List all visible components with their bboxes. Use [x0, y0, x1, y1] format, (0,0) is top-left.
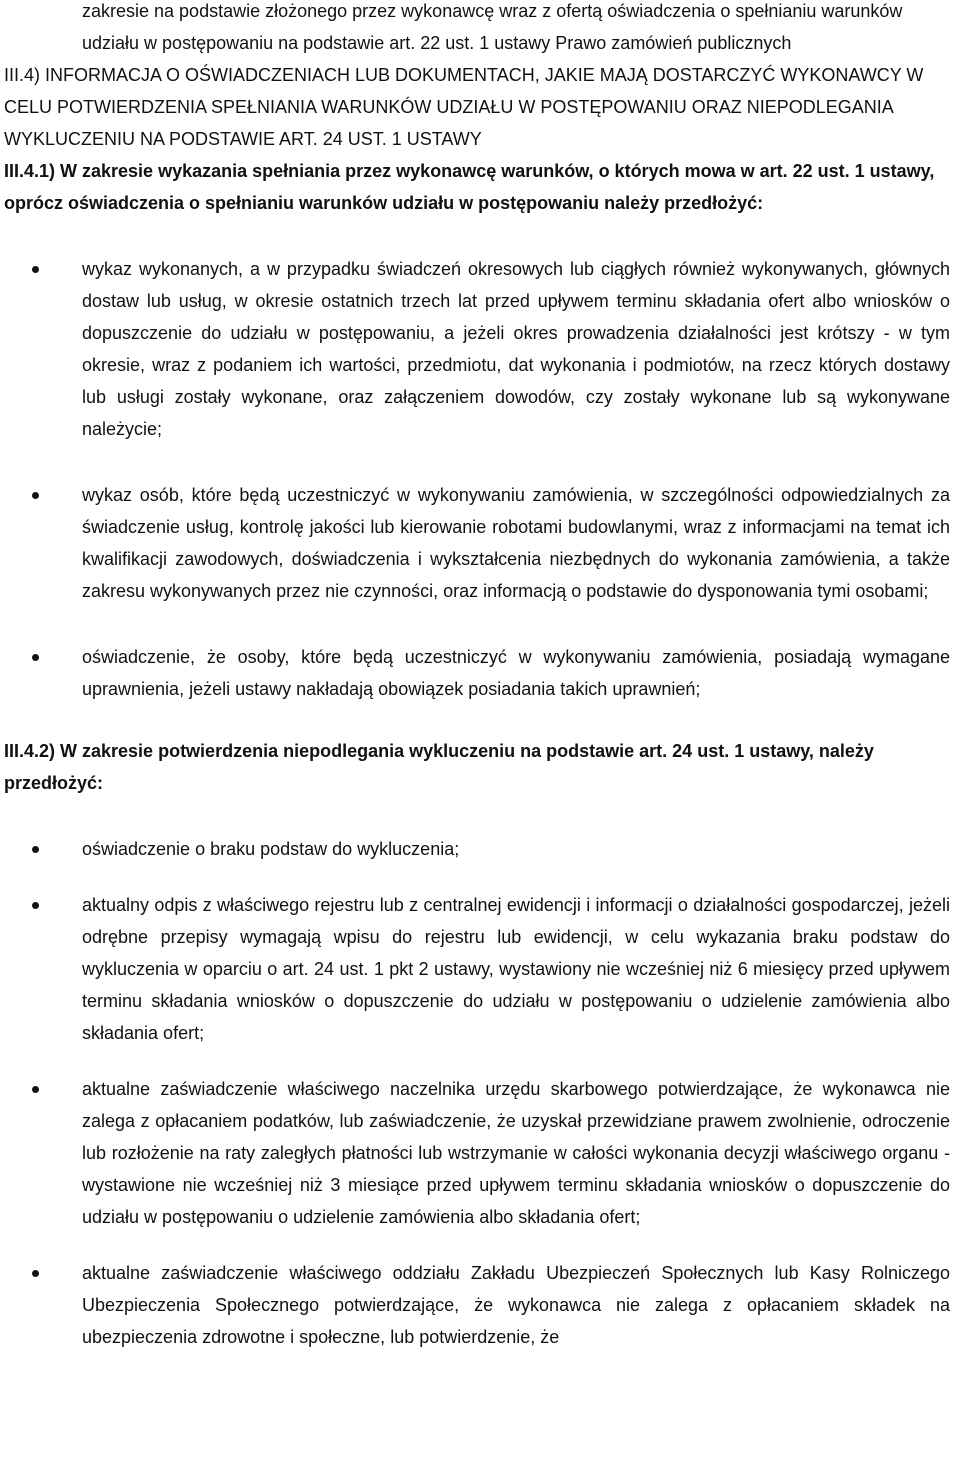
section-heading: III.4) INFORMACJA O OŚWIADCZENIACH LUB DOKUMENTACH, JAKIE MAJĄ DOSTARCZYĆ WYKONAWCY W CELU POTWIERDZENIA SPEŁNIANIA WARUNKÓW UDZIAŁU W POSTĘPOWANIU ORAZ NIEPODLEGANIA WYKLUCZENIU NA PODSTAWIE ART. 24 UST. 1 USTAWY [4, 65, 924, 149]
requirements-list-2 [0, 833, 960, 1353]
subsection-heading-1: III.4.1) W zakresie wykazania spełniania przez wykonawcę warunków, o których mowa w art. 22 ust. 1 ustawy, oprócz oświadczenia o spełnianiu warunków udziału w postępowaniu należy przedłożyć: [4, 161, 935, 213]
requirements-list-1 [0, 253, 960, 705]
list-item: aktualne zaświadczenie właściwego oddziału Zakładu Ubezpieczeń Społecznych lub Kasy Rolniczego Ubezpieczenia Społecznego potwierdzające, że wykonawca nie zalega z opłacaniem składek na ubezpieczenia zdrowotne i społeczne, lub potwierdzenie, że [82, 1257, 950, 1353]
subsection-heading-2: III.4.2) W zakresie potwierdzenia niepodlegania wykluczeniu na podstawie art. 24 ust. 1 ustawy, należy przedłożyć: [4, 741, 874, 793]
list-item: wykaz wykonanych, a w przypadku świadczeń okresowych lub ciągłych również wykonywanych, głównych dostaw lub usług, w okresie ostatnich trzech lat przed upływem terminu składania ofert albo wniosków o dopuszczenie do udziału w postępowaniu, a jeżeli okres prowadzenia działalności jest krótszy - w tym okresie, wraz z podaniem ich wartości, przedmiotu, dat wykonania i podmiotów, na rzecz których dostawy lub usługi zostały wykonane, oraz załączeniem dowodów, czy zostały wykonane lub są wykonywane należycie; [82, 253, 950, 445]
list-item: wykaz osób, które będą uczestniczyć w wykonywaniu zamówienia, w szczególności odpowiedzialnych za świadczenie usług, kontrolę jakości lub kierowanie robotami budowlanymi, wraz z informacjami na temat ich kwalifikacji zawodowych, doświadczenia i wykształcenia niezbędnych do wykonania zamówienia, a także zakresu wykonywanych przez nie czynności, oraz informacją o podstawie do dysponowania tymi osobami; [82, 479, 950, 607]
intro-paragraph: zakresie na podstawie złożonego przez wykonawcę wraz z ofertą oświadczenia o spełnianiu warunków udziału w postępowaniu na podstawie art. 22 ust. 1 ustawy Prawo zamówień publicznych [82, 1, 903, 53]
list-item: aktualne zaświadczenie właściwego naczelnika urzędu skarbowego potwierdzające, że wykonawca nie zalega z opłacaniem podatków, lub zaświadczenie, że uzyskał przewidziane prawem zwolnienie, odroczenie lub rozłożenie na raty zaległych płatności lub wstrzymanie w całości wykonania decyzji właściwego organu - wystawione nie wcześniej niż 3 miesiące przed upływem terminu składania wniosków o dopuszczenie do udziału w postępowaniu o udzielenie zamówienia albo składania ofert; [82, 1073, 950, 1233]
list-item: oświadczenie, że osoby, które będą uczestniczyć w wykonywaniu zamówienia, posiadają wymagane uprawnienia, jeżeli ustawy nakładają obowiązek posiadania takich uprawnień; [82, 641, 950, 705]
list-item: oświadczenie o braku podstaw do wykluczenia; [82, 833, 950, 865]
list-item: aktualny odpis z właściwego rejestru lub z centralnej ewidencji i informacji o działalności gospodarczej, jeżeli odrębne przepisy wymagają wpisu do rejestru lub ewidencji, w celu wykazania braku podstaw do wykluczenia w oparciu o art. 24 ust. 1 pkt 2 ustawy, wystawiony nie wcześniej niż 6 miesięcy przed upływem terminu składania wniosków o dopuszczenie do udziału w postępowaniu o udzielenie zamówienia albo składania ofert; [82, 889, 950, 1049]
